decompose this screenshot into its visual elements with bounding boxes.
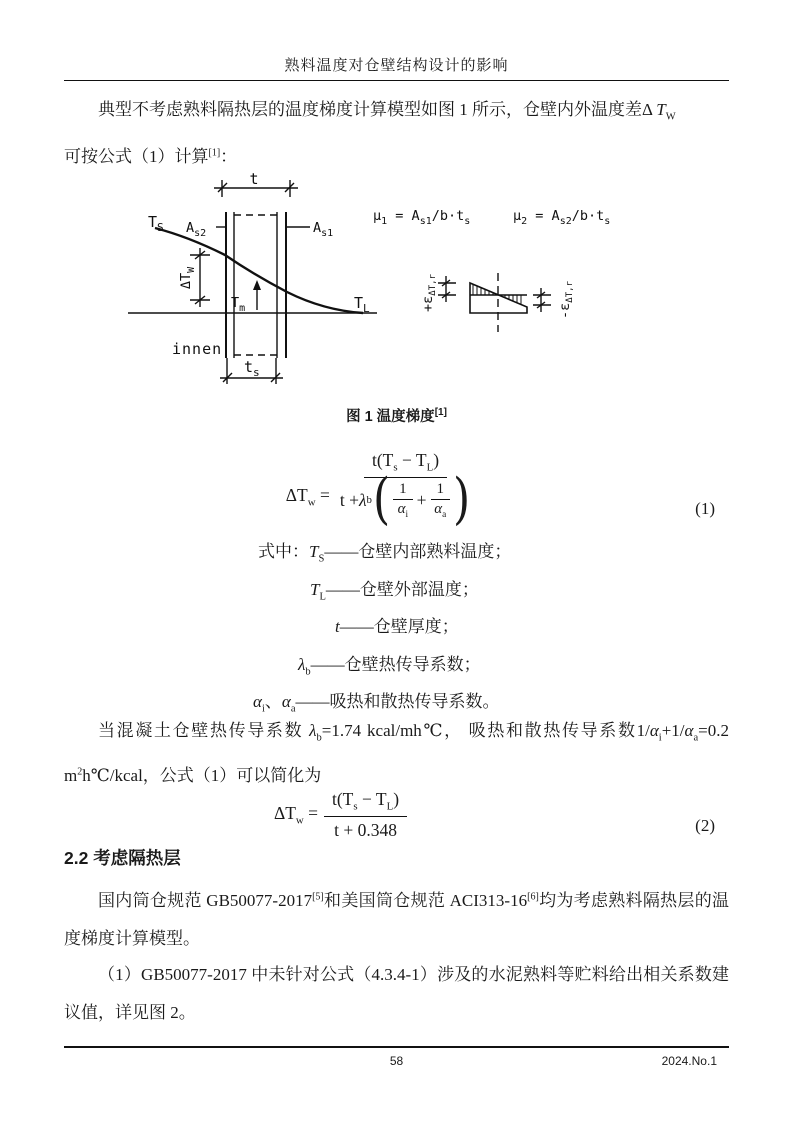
- label-Tm: $T_m$: [231, 295, 246, 314]
- page-number: 58: [389, 1054, 404, 1068]
- definition-lambda: $\lambda_b——$仓壁热传导系数；: [298, 654, 481, 677]
- label-innen: innen: [172, 340, 223, 358]
- label-ts: $t_s$: [244, 358, 260, 379]
- dim-t-label: t: [249, 172, 259, 188]
- eq2-lhs: ΔT: [273, 803, 296, 824]
- label-TL: $T_L$: [354, 294, 370, 315]
- label-dTw: $\Delta T_W$: [178, 266, 197, 290]
- equation-2: $\Delta T_w$ = $\frac{t(T_s - T_L)}{t + 0.348}$ (2): [273, 789, 715, 840]
- paragraph-gb50077: （1）GB50077-2017 中未针对公式（4.3.4-1）涉及的水泥熟料等贮料给出相关系数建议值，详见图 2。: [64, 965, 729, 1022]
- eq1-numerator: $t(T_s - T_L)$: [364, 450, 447, 478]
- formula-mu1: $\mu_1 = A_{s1}/b\cdot t_s$: [373, 208, 471, 227]
- definition-TL: $T_L——$仓壁外部温度；: [310, 579, 479, 602]
- eq1-denominator: t + λ b ( 1 $\alpha_i$ + $\frac{1}{\alpha_a}$ ): [339, 467, 471, 532]
- paragraph-simplify: 当混凝土仓壁热传导系数 $\lambda_b=1.74$ kcal/mh℃， 吸热和散热传导系数$1/\alpha_i+1/\alpha_a=0.2$ m$^2$h℃/kcal，公式（1）可以简化为: [64, 721, 729, 786]
- label-As1: $A_{s1}$: [313, 220, 334, 239]
- equation-1: $\Delta T_w$ = $t(T_s - T_L)$ t + λ b ( 1 $\alpha_i$ + $\frac{1}{\alpha_a}$ ) (1): [285, 450, 715, 532]
- issue-label: 2024.No.1: [661, 1054, 717, 1068]
- figure-1-svg: [128, 172, 688, 404]
- section-heading-2-2: 2.2 考虑隔热层: [64, 848, 181, 868]
- symbol-T: T: [656, 100, 666, 119]
- label-eps-pos: $+\varepsilon_{\Delta T,r}$: [420, 274, 438, 312]
- equation-2-number: (2): [695, 816, 715, 835]
- paragraph-intro: [64, 90, 729, 177]
- eq1-lhs: ΔT: [285, 485, 308, 506]
- figure-caption-text: 图 1 温度梯度: [346, 409, 435, 425]
- equation-1-number: (1): [695, 499, 715, 518]
- footer-rule: [64, 1046, 729, 1048]
- paragraph-text: 可按公式（1）计算: [64, 147, 209, 167]
- definition-Ts: 式中：$T_S——$仓壁内部熟料温度；: [258, 542, 512, 565]
- paragraph-text: ：: [220, 147, 238, 167]
- citation-ref-5: [5]: [312, 891, 324, 903]
- paragraph-text: 典型不考虑熟料隔热层的温度梯度计算模型如图 1 所示，仓壁内外温度差Δ: [98, 100, 657, 119]
- running-header-title: 熟料温度对仓壁结构设计的影响: [284, 58, 509, 74]
- citation-ref-1: [1]: [434, 407, 447, 419]
- formula-definitions: [64, 533, 729, 721]
- formula-mu2: $\mu_2 = A_{s2}/b\cdot t_s$: [513, 208, 611, 227]
- definition-alpha: $\alpha_i$、$\alpha_a——$吸热和散热传导系数。: [253, 692, 500, 715]
- label-Ts: $T_S$: [148, 213, 164, 234]
- symbol-T-sub: W: [665, 111, 676, 123]
- header-rule: [64, 80, 729, 81]
- eq2-numerator: $t(T_s - T_L)$: [324, 789, 407, 817]
- figure-1-diagram: [128, 172, 688, 409]
- label-eps-neg: $-\varepsilon_{\Delta T,r}$: [557, 281, 575, 319]
- definition-t: t——仓壁厚度；: [335, 617, 459, 636]
- eq2-denominator: t + 0.348: [334, 819, 397, 840]
- paragraph-codes: 国内筒仓规范 GB50077-2017[5]和美国筒仓规范 ACI313-16[6]均为考虑熟料隔热层的温度梯度计算模型。: [64, 891, 730, 948]
- label-As2: $A_{s2}$: [186, 220, 207, 239]
- citation-ref-6: [6]: [527, 891, 539, 903]
- figure-1-caption: [64, 405, 729, 426]
- citation-ref-1: [1]: [208, 147, 221, 159]
